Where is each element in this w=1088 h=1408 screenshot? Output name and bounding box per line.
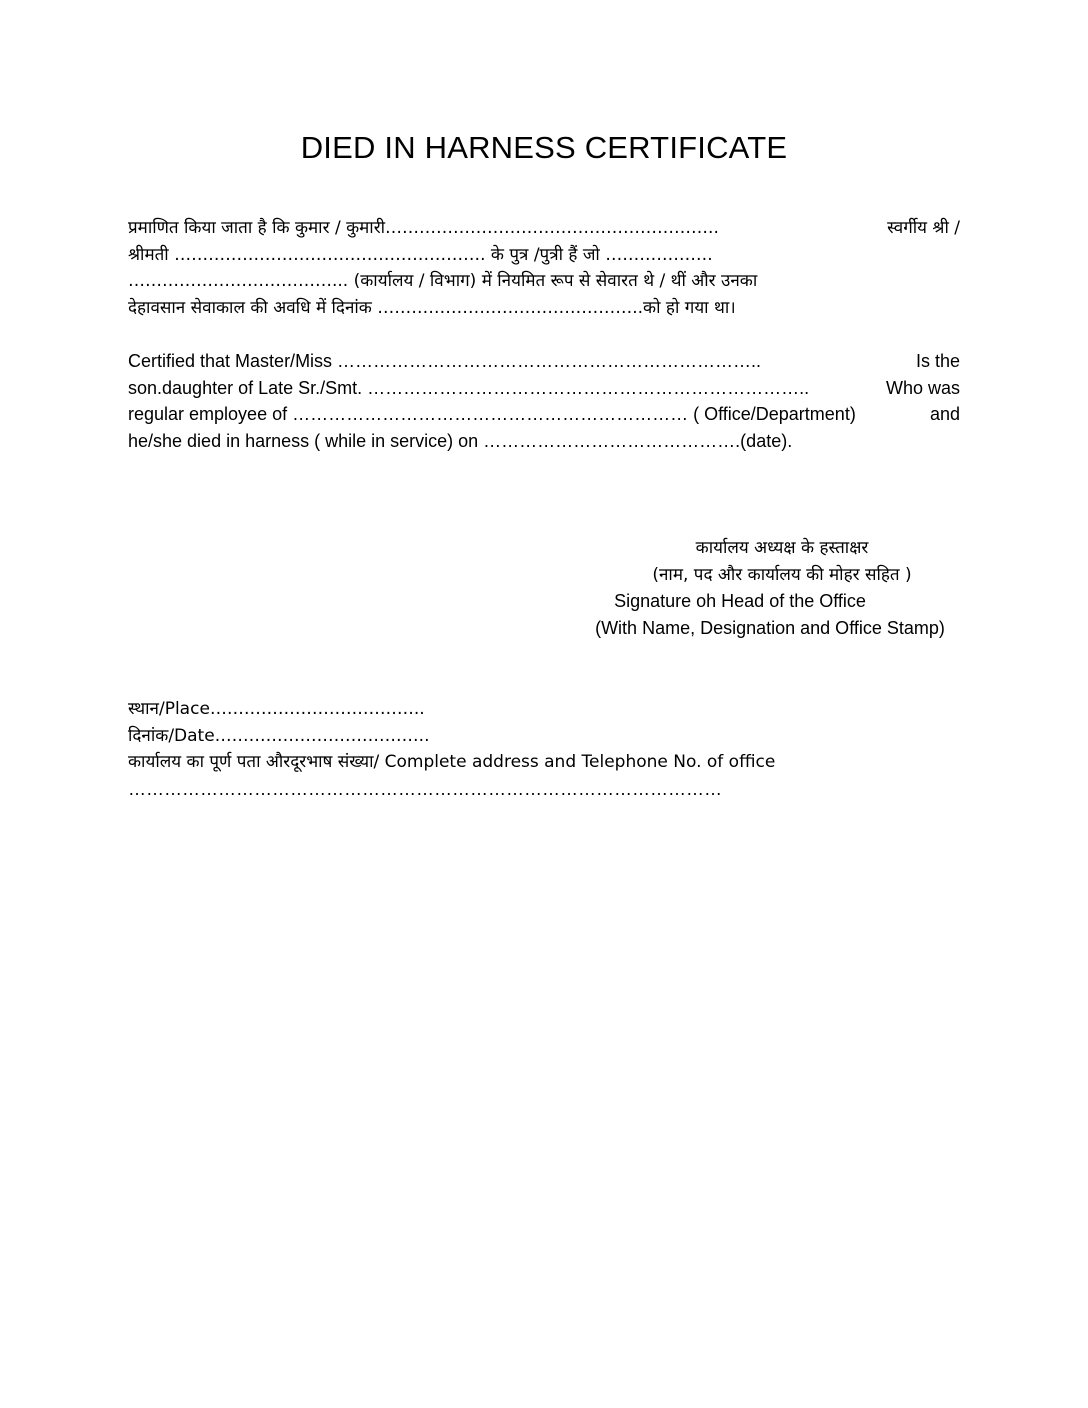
footer-fields — [128, 696, 960, 802]
signature-english-line-1: Signature oh Head of the Office — [614, 591, 866, 611]
english-line-2 — [128, 375, 960, 402]
hindi-line-4 — [128, 295, 960, 322]
english-line-1-left: Certified that Master/Miss …………………………………………………………….. — [128, 351, 762, 371]
english-line-4 — [128, 428, 960, 455]
english-line-2-right: Who was — [885, 377, 960, 398]
hindi-line-1 — [128, 215, 960, 242]
hindi-line-3 — [128, 268, 960, 295]
hindi-paragraph — [128, 215, 960, 321]
english-line-2-left: son.daughter of Late Sr./Smt. ……………………………………………………………….. — [128, 377, 810, 398]
hindi-line-4-text: देहावसान सेवाकाल की अवधि में दिनांक ………………………………………..को हो गया था। — [128, 297, 736, 318]
english-line-3 — [128, 401, 960, 428]
date-field: दिनांक/Date……………………………….. — [128, 725, 430, 746]
place-field: स्थान/Place……………………………….. — [128, 699, 425, 719]
address-label: कार्यालय का पूर्ण पता औरदूरभाष संख्या/ Complete address and Telephone No. of office — [128, 752, 776, 772]
signature-hindi-line-2: (नाम, पद और कार्यालय की मोहर सहित ) — [652, 564, 912, 585]
english-line-4-text: he/she died in harness ( while in service) on …………………………………….(date). — [128, 430, 793, 451]
page-title: DIED IN HARNESS CERTIFICATE — [300, 130, 788, 165]
hindi-line-1-right: स्वर्गीय श्री / — [887, 218, 960, 238]
hindi-line-1-left: प्रमाणित किया जाता है कि कुमार / कुमारी………………………………………………….. — [128, 218, 719, 238]
english-line-1-right: Is the — [915, 351, 960, 371]
english-line-3-right: and — [929, 404, 960, 424]
hindi-line-2-text: श्रीमती ………………………………………………. के पुत्र /पुत्री हैं जो ………………. — [128, 244, 713, 265]
english-line-1 — [128, 348, 960, 375]
english-line-3-left: regular employee of ………………………………………………………… ( Office/Department) — [128, 404, 856, 424]
hindi-line-2 — [128, 242, 960, 269]
english-paragraph — [128, 348, 960, 454]
address-dots: ……………………………………………………………………………………… — [128, 778, 722, 799]
hindi-line-3-text: ………………………………... (कार्यालय / विभाग) में नियमित रूप से सेवारत थे / थीं और उनका — [128, 271, 758, 291]
signature-hindi-line-1: कार्यालय अध्यक्ष के हस्ताक्षर — [695, 538, 869, 558]
signature-english-line-2: (With Name, Designation and Office Stamp) — [595, 617, 945, 638]
signature-block — [560, 535, 980, 641]
